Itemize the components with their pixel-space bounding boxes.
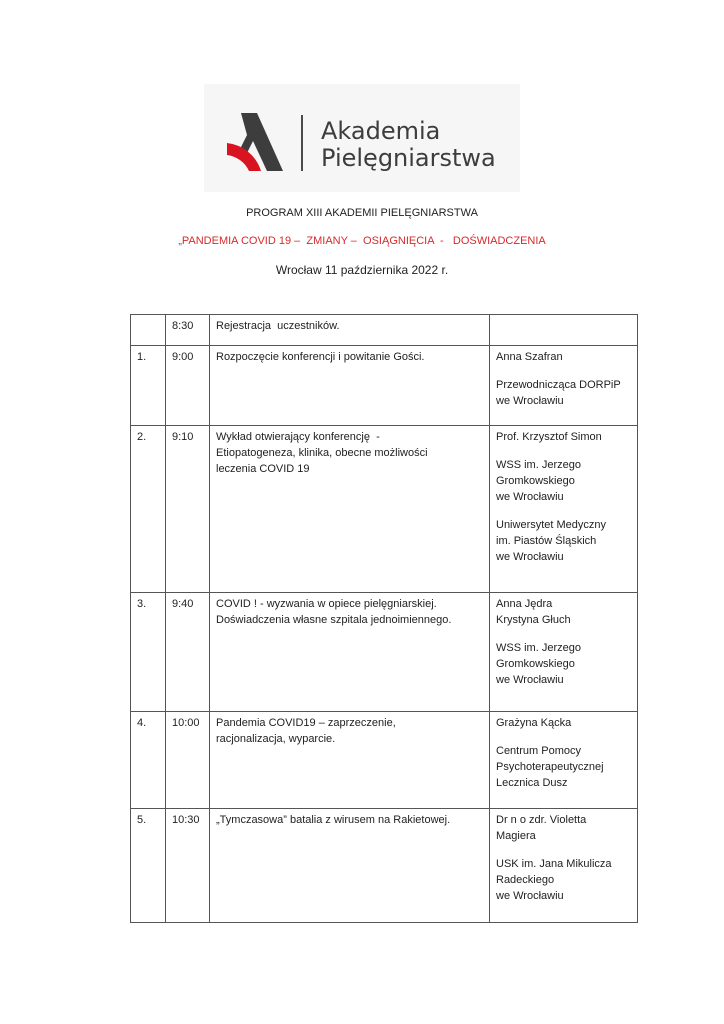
logo xyxy=(204,84,520,192)
item-number xyxy=(131,315,166,346)
logo-line-1: Akademia xyxy=(321,117,441,145)
item-speaker xyxy=(490,346,638,426)
speaker-affiliation: Przewodnicząca DORPiP xyxy=(496,379,621,391)
speaker-affiliation: Uniwersytet Medyczny xyxy=(496,519,607,531)
item-time: 8:30 xyxy=(166,315,210,346)
item-speaker xyxy=(490,315,638,346)
item-topic xyxy=(210,712,490,809)
speaker-gap xyxy=(496,628,631,640)
topic-line: leczenia COVID 19 xyxy=(216,463,310,475)
table-row xyxy=(131,712,638,809)
speaker-affiliation: Gromkowskiego xyxy=(496,475,575,487)
logo-text xyxy=(321,118,496,172)
item-speaker xyxy=(490,712,638,809)
program-table xyxy=(130,314,638,923)
speaker-gap xyxy=(496,505,631,517)
topic-line: Rejestracja uczestników. xyxy=(216,320,340,332)
speaker-affiliation: we Wrocławiu xyxy=(496,551,564,563)
speaker-affiliation: Gromkowskiego xyxy=(496,658,575,670)
table-row xyxy=(131,346,638,426)
item-time: 10:00 xyxy=(166,712,210,809)
item-number: 2. xyxy=(131,426,166,593)
speaker-gap xyxy=(496,844,631,856)
item-time: 10:30 xyxy=(166,809,210,923)
item-topic xyxy=(210,315,490,346)
table-row xyxy=(131,593,638,712)
item-speaker xyxy=(490,426,638,593)
speaker-name: Anna Szafran xyxy=(496,351,563,363)
speaker-name: Prof. Krzysztof Simon xyxy=(496,431,602,443)
logo-divider xyxy=(301,115,303,171)
speaker-affiliation: we Wrocławiu xyxy=(496,491,564,503)
item-speaker xyxy=(490,809,638,923)
item-topic xyxy=(210,426,490,593)
topic-line: Wykład otwierający konferencję - xyxy=(216,431,380,443)
topic-line: COVID ! - wyzwania w opiece pielęgniarskiej. xyxy=(216,598,437,610)
place-date: Wrocław 11 października 2022 r. xyxy=(275,263,449,277)
topic-line: Etiopatogeneza, klinika, obecne możliwości xyxy=(216,447,428,459)
topic-line: racjonalizacja, wyparcie. xyxy=(216,733,336,745)
speaker-affiliation: Psychoterapeutycznej xyxy=(496,761,604,773)
item-number: 4. xyxy=(131,712,166,809)
speaker-affiliation: we Wrocławiu xyxy=(496,674,564,686)
speaker-affiliation: Radeckiego xyxy=(496,874,555,886)
item-time: 9:40 xyxy=(166,593,210,712)
speaker-name: Krystyna Głuch xyxy=(496,614,571,626)
item-topic xyxy=(210,593,490,712)
item-time: 9:00 xyxy=(166,346,210,426)
speaker-affiliation: WSS im. Jerzego xyxy=(496,642,581,654)
speaker-name: Dr n o zdr. Violetta xyxy=(496,814,587,826)
program-title: PROGRAM XIII AKADEMII PIELĘGNIARSTWA xyxy=(246,207,478,219)
logo-line-2: Pielęgniarstwa xyxy=(321,144,496,172)
speaker-affiliation: Centrum Pomocy xyxy=(496,745,581,757)
topic-line: Pandemia COVID19 – zaprzeczenie, xyxy=(216,717,396,729)
speaker-affiliation: we Wrocławiu xyxy=(496,890,564,902)
speaker-affiliation: we Wrocławiu xyxy=(496,395,564,407)
speaker-affiliation: im. Piastów Śląskich xyxy=(496,535,597,547)
topic-line: Rozpoczęcie konferencji i powitanie Gości. xyxy=(216,351,425,363)
academy-logo-icon xyxy=(227,113,283,171)
program-subtitle: „PANDEMIA COVID 19 – ZMIANY – OSIĄGNIĘCIA - DOŚWIADCZENIA xyxy=(178,235,546,247)
speaker-affiliation: USK im. Jana Mikulicza xyxy=(496,858,612,870)
item-number: 5. xyxy=(131,809,166,923)
item-speaker xyxy=(490,593,638,712)
speaker-gap xyxy=(496,731,631,743)
topic-line: Doświadczenia własne szpitala jednoimiennego. xyxy=(216,614,452,626)
item-number: 3. xyxy=(131,593,166,712)
speaker-affiliation: WSS im. Jerzego xyxy=(496,459,581,471)
speaker-affiliation: Lecznica Dusz xyxy=(496,777,568,789)
item-number: 1. xyxy=(131,346,166,426)
speaker-gap xyxy=(496,445,631,457)
speaker-name: Grażyna Kącka xyxy=(496,717,572,729)
topic-line: „Tymczasowa” batalia z wirusem na Rakietowej. xyxy=(216,814,451,826)
speaker-gap xyxy=(496,365,631,377)
item-topic xyxy=(210,346,490,426)
table-row xyxy=(131,426,638,593)
speaker-name: Anna Jędra xyxy=(496,598,553,610)
speaker-name: Magiera xyxy=(496,830,536,842)
table-row xyxy=(131,809,638,923)
item-topic xyxy=(210,809,490,923)
item-time: 9:10 xyxy=(166,426,210,593)
table-row xyxy=(131,315,638,346)
